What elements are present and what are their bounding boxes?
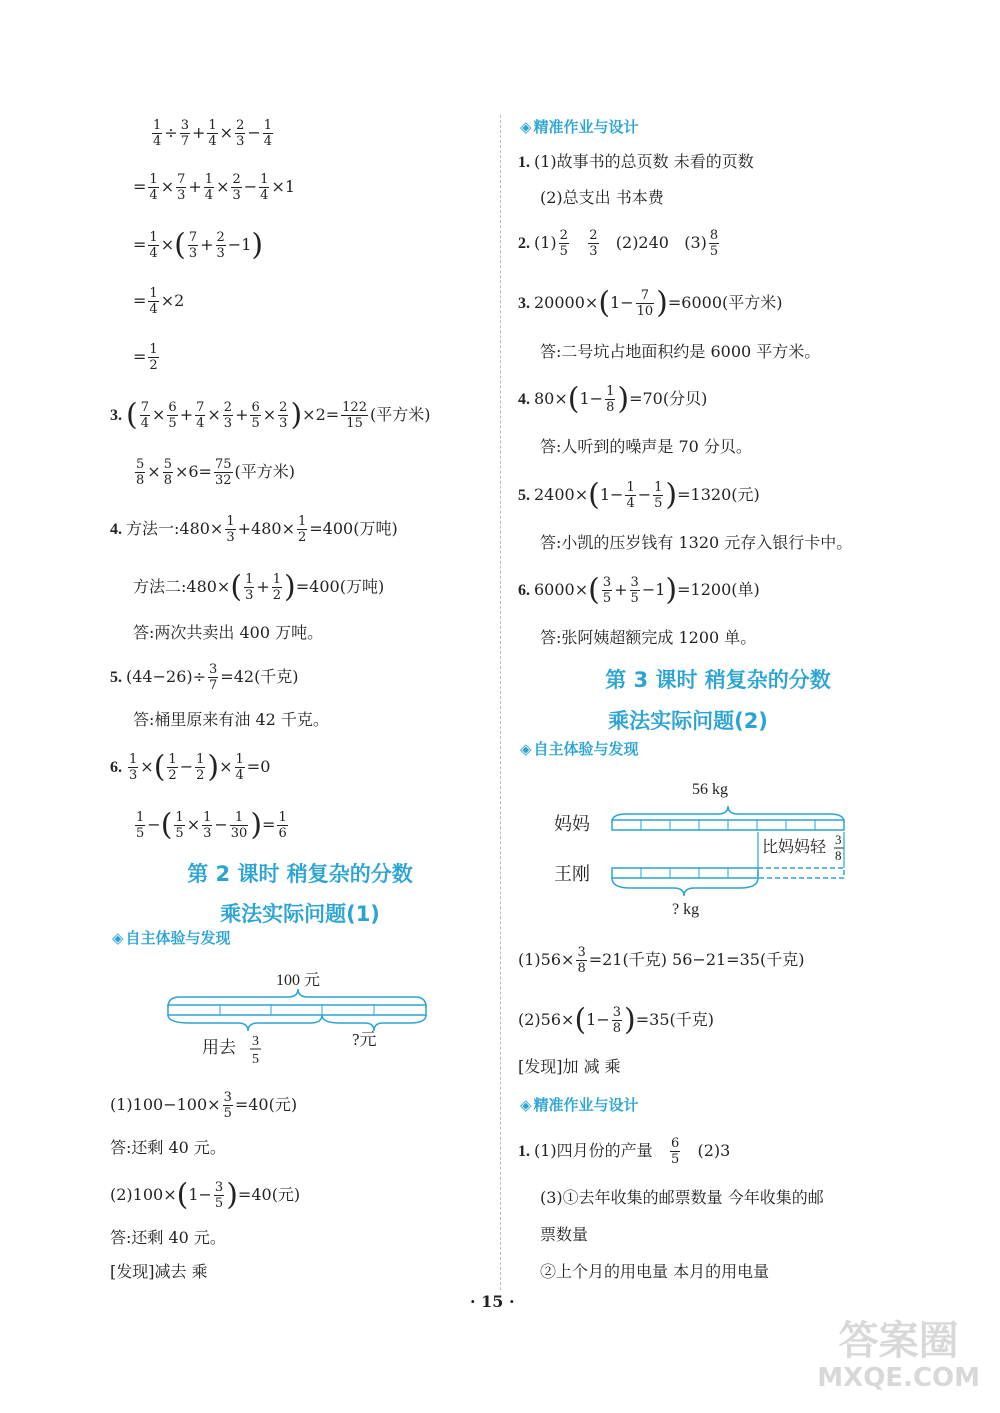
- watermark-bottom: MXQE.COM: [817, 1363, 980, 1393]
- r2-part3: (3): [684, 233, 707, 252]
- diagram-2-wang-label: 王刚: [554, 864, 590, 884]
- r5-line: 5. 2400×(1− $\frac{1}{4}$ − $\frac{1}{5}$ )=1320(元): [518, 477, 760, 513]
- r4-line: 4. 80×(1− $\frac{1}{8}$ )=70(分贝): [518, 381, 708, 417]
- q2-text: (2)100×: [110, 1185, 177, 1204]
- expr-line-2: = $\frac{1}{4}$ × $\frac{7}{3}$ + $\frac{1}{4}$ × $\frac{2}{3}$ − $\frac{1}{4}$ ×1: [133, 172, 296, 203]
- diagram-2-mom-label: 妈妈: [554, 814, 590, 834]
- left-discovery: [发现]减去 乘: [110, 1262, 208, 1281]
- s2-line: (2)56×(1− $\frac{3}{8}$ )=35(千克): [518, 1002, 715, 1038]
- section-explore-right-label: 自主体验与发现: [533, 740, 639, 758]
- diagram-2-question-label: ? kg: [672, 901, 700, 918]
- svg-text:3: 3: [835, 832, 842, 847]
- answer-5-conclusion: 答:桶里原来有油 42 千克。: [133, 710, 329, 729]
- segment-diagram-2: [550, 772, 860, 922]
- r1-line-a: 1. (1)故事书的总页数 未看的页数: [518, 152, 754, 171]
- svg-text:8: 8: [835, 848, 842, 863]
- s2-text: (2)56×: [518, 1010, 575, 1029]
- diagram-2-total-label: 56 kg: [692, 781, 728, 798]
- watermark: [817, 1319, 980, 1393]
- r3-line: 3. 20000×(1− $\frac{7}{10}$ )=6000(平方米): [518, 285, 783, 321]
- s1-text: (1)56×: [518, 950, 575, 969]
- r3-text: 20000×: [534, 293, 599, 312]
- diamond-icon: ◈: [520, 118, 532, 136]
- section-explore-left: [112, 927, 231, 948]
- answer-5-line-1: 5. (44−26)÷ $\frac{3}{7}$ =42(千克): [110, 662, 299, 693]
- section-explore-left-label: 自主体验与发现: [125, 929, 231, 947]
- section-design-right-label: 精准作业与设计: [533, 118, 639, 136]
- r2-line: 2. (1) $\frac{2}{5}$ $\frac{2}{3}$ (2)240 (3) $\frac{8}{5}$: [518, 228, 719, 259]
- diagram-2-less-label: 比妈妈轻: [762, 839, 827, 856]
- t4-line: ②上个月的用电量 本月的用电量: [540, 1262, 770, 1281]
- svg-text:3: 3: [252, 1034, 259, 1049]
- q1-text: (1)100−100×: [110, 1095, 221, 1114]
- r1-line-b: (2)总支出 书本费: [540, 188, 664, 207]
- r4-conclusion: 答:人听到的噪声是 70 分贝。: [540, 437, 752, 456]
- r5-unit: =1320(元): [677, 485, 760, 504]
- q2-conclusion: 答:还剩 40 元。: [110, 1228, 226, 1247]
- right-discovery: [发现]加 减 乘: [518, 1057, 621, 1076]
- t1b-text: (2)3: [697, 1141, 731, 1160]
- q1-unit: =40(元): [234, 1095, 298, 1114]
- watermark-top: 答案圈: [838, 1318, 959, 1364]
- answer-4a-unit: =400(万吨): [309, 519, 398, 538]
- answer-3-unit: (平方米): [369, 405, 431, 424]
- svg-text:5: 5: [252, 1052, 259, 1067]
- q2-line: (2)100×(1− $\frac{3}{5}$ )=40(元): [110, 1177, 301, 1213]
- answer-3-line-1: 3. ( $\frac{7}{4}$ × $\frac{6}{5}$ + $\frac{7}{4}$ × $\frac{2}{3}$ + $\frac{6}{5}$ × $\frac{2}{3}$ )×2= $\frac{122}{15}$ (平方米): [110, 397, 431, 433]
- answer-3b-unit: (平方米): [234, 462, 296, 481]
- answer-4a-text: 方法一:480×: [126, 519, 224, 538]
- answer-4-line-2: 方法二:480×( $\frac{1}{3}$ + $\frac{1}{2}$ )=400(万吨): [133, 569, 385, 605]
- r6-text: 6000×: [534, 580, 589, 599]
- diamond-icon: ◈: [520, 1096, 532, 1114]
- q1-conclusion: 答:还剩 40 元。: [110, 1138, 226, 1157]
- section-explore-right: [520, 738, 639, 759]
- expr-line-1: $\frac{1}{4}$ ÷ $\frac{3}{7}$ + $\frac{1}{4}$ × $\frac{2}{3}$ − $\frac{1}{4}$: [153, 118, 273, 149]
- r1a-text: (1)故事书的总页数 未看的页数: [534, 152, 754, 171]
- expr-line-5: = $\frac{1}{2}$: [133, 342, 158, 373]
- s1-line: (1)56× $\frac{3}{8}$ =21(千克) 56−21=35(千克): [518, 945, 805, 976]
- r4-text: 80×: [534, 389, 568, 408]
- q1-line: (1)100−100× $\frac{3}{5}$ =40(元): [110, 1090, 298, 1121]
- diagram-1-used-label: 用去: [202, 1038, 236, 1057]
- diamond-icon: ◈: [112, 929, 124, 947]
- lesson-2-title-line-1: 第 2 课时 稍复杂的分数: [187, 862, 413, 886]
- r2-part1: (1): [534, 233, 557, 252]
- r3-conclusion: 答:二号坑占地面积约是 6000 平方米。: [540, 342, 821, 361]
- t3-line: 票数量: [540, 1225, 589, 1244]
- r6-line: 6. 6000×( $\frac{3}{5}$ + $\frac{3}{5}$ −1)=1200(单): [518, 572, 760, 608]
- r3-unit: =6000(平方米): [667, 293, 783, 312]
- s2-unit: =35(千克): [635, 1010, 715, 1029]
- answer-4-line-1: 4. 方法一:480× $\frac{1}{3}$ +480× $\frac{1}{2}$ =400(万吨): [110, 514, 398, 545]
- diagram-1-total-label: 100 元: [275, 972, 321, 989]
- answer-4b-text: 方法二:480×: [133, 577, 231, 596]
- section-design-right: [520, 116, 639, 137]
- lesson-3-title-line-1: 第 3 课时 稍复杂的分数: [605, 668, 831, 692]
- column-divider: [500, 115, 501, 1290]
- segment-diagram-1: [160, 965, 440, 1070]
- answer-5-unit: =42(千克): [220, 667, 299, 686]
- answer-3-line-2: $\frac{5}{8}$ × $\frac{5}{8}$ ×6= $\frac{75}{32}$ (平方米): [136, 457, 296, 488]
- t2-line: (3)①去年收集的邮票数量 今年收集的邮: [540, 1188, 824, 1207]
- answer-4-conclusion: 答:两次共卖出 400 万吨。: [133, 623, 324, 642]
- diagram-1-rest-label: ?元: [352, 1030, 377, 1049]
- page-number: · 15 ·: [470, 1292, 515, 1311]
- r6-unit: =1200(单): [677, 580, 760, 599]
- t1-text: (1)四月份的产量: [534, 1141, 653, 1160]
- answer-5-text: (44−26)÷: [126, 667, 207, 686]
- section-design-right-2-label: 精准作业与设计: [533, 1096, 639, 1114]
- t1-line: 1. (1)四月份的产量 $\frac{6}{5}$ (2)3: [518, 1136, 731, 1167]
- answer-6-line-1: 6. $\frac{1}{3}$ ×( $\frac{1}{2}$ − $\frac{1}{2}$ )× $\frac{1}{4}$ =0: [110, 749, 271, 785]
- section-design-right-2: [520, 1094, 639, 1115]
- r5-conclusion: 答:小凯的压岁钱有 1320 元存入银行卡中。: [540, 533, 853, 552]
- lesson-2-title-line-2: 乘法实际问题(1): [220, 902, 380, 926]
- r2-part2: (2)240: [615, 233, 669, 252]
- r6-conclusion: 答:张阿姨超额完成 1200 单。: [540, 628, 757, 647]
- expr-line-3: = $\frac{1}{4}$ ×( $\frac{7}{3}$ + $\frac{2}{3}$ −1): [133, 227, 264, 263]
- lesson-3-title-line-2: 乘法实际问题(2): [608, 709, 768, 733]
- answer-6-line-2: $\frac{1}{5}$ −( $\frac{1}{5}$ × $\frac{1}{3}$ − $\frac{1}{30}$ )= $\frac{1}{6}$: [136, 807, 287, 843]
- expr-line-4: = $\frac{1}{4}$ ×2: [133, 286, 185, 317]
- s1-unit: =21(千克) 56−21=35(千克): [588, 950, 805, 969]
- answer-4b-unit: =400(万吨): [295, 577, 385, 596]
- diamond-icon: ◈: [520, 740, 532, 758]
- r4-unit: =70(分贝): [629, 389, 708, 408]
- q2-unit: =40(元): [237, 1185, 301, 1204]
- r5-text: 2400×: [534, 485, 589, 504]
